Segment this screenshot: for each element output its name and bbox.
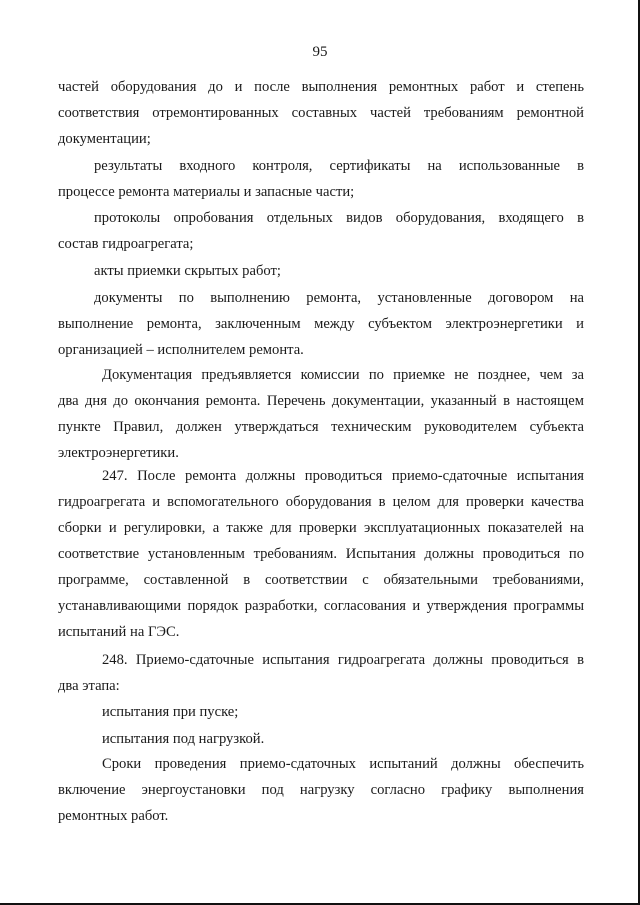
text-line: состав гидроагрегата; bbox=[58, 236, 194, 252]
text-line: процессе ремонта материалы и запасные части; bbox=[58, 184, 355, 200]
paragraph-test-deadlines bbox=[58, 751, 584, 829]
text-line: акты приемки скрытых работ; bbox=[94, 263, 281, 279]
text-line: 247. После ремонта должны проводиться приемо-сдаточные испытания bbox=[102, 468, 584, 484]
text-line: 248. Приемо-сдаточные испытания гидроагрегата должны проводиться в bbox=[102, 652, 584, 668]
text-line: испытания под нагрузкой. bbox=[102, 731, 265, 747]
text-line: Сроки проведения приемо-сдаточных испытаний должны обеспечить bbox=[102, 756, 584, 772]
paragraph-repair-documents bbox=[58, 285, 584, 363]
text-line: результаты входного контроля, сертификаты на использованные в bbox=[94, 158, 584, 174]
text-line: программе, составленной в соответствии с обязательными требованиями, bbox=[58, 572, 584, 588]
text-line: пункте Правил, должен утверждаться техническим руководителем субъекта bbox=[58, 419, 584, 435]
paragraph-test-protocols bbox=[58, 205, 584, 257]
text-line: Документация предъявляется комиссии по приемке не позднее, чем за bbox=[102, 367, 584, 383]
text-line: документации; bbox=[58, 131, 151, 147]
text-line: соответствия отремонтированных составных частей требованиям ремонтной bbox=[58, 105, 584, 121]
text-line: организацией – исполнителем ремонта. bbox=[58, 342, 304, 358]
text-line: сборки и регулировки, а также для проверки эксплуатационных показателей на bbox=[58, 520, 584, 536]
text-line: протоколы опробования отдельных видов оборудования, входящего в bbox=[94, 210, 584, 226]
text-line: ремонтных работ. bbox=[58, 808, 169, 824]
text-line: гидроагрегата и вспомогательного оборудования в целом для проверки качества bbox=[58, 494, 584, 510]
text-line: выполнение ремонта, заключенным между субъектом электроэнергетики и bbox=[58, 316, 584, 332]
text-line: соответствие установленным требованиям. Испытания должны проводиться по bbox=[58, 546, 584, 562]
paragraph-clause-247 bbox=[58, 463, 584, 645]
paragraph-documentation bbox=[58, 362, 584, 466]
text-line: электроэнергетики. bbox=[58, 445, 179, 461]
text-line: два дня до окончания ремонта. Перечень документации, указанный в настоящем bbox=[58, 393, 584, 409]
page-number: 95 bbox=[312, 44, 328, 60]
list-item-start-tests bbox=[58, 699, 584, 725]
paragraph-clause-248 bbox=[58, 647, 584, 699]
text-line: испытания при пуске; bbox=[102, 704, 239, 720]
text-line: два этапа: bbox=[58, 678, 120, 694]
text-line: устанавливающими порядок разработки, согласования и утверждения программы bbox=[58, 598, 584, 614]
list-item-load-tests bbox=[58, 726, 584, 752]
text-line: частей оборудования до и после выполнения ремонтных работ и степень bbox=[58, 79, 584, 95]
text-line: документы по выполнению ремонта, установленные договором на bbox=[94, 290, 584, 306]
paragraph-input-control bbox=[58, 153, 584, 205]
paragraph-continuation bbox=[58, 74, 584, 152]
text-line: включение энергоустановки под нагрузку согласно графику выполнения bbox=[58, 782, 584, 798]
text-line: испытаний на ГЭС. bbox=[58, 624, 180, 640]
paragraph-hidden-works bbox=[58, 258, 584, 284]
